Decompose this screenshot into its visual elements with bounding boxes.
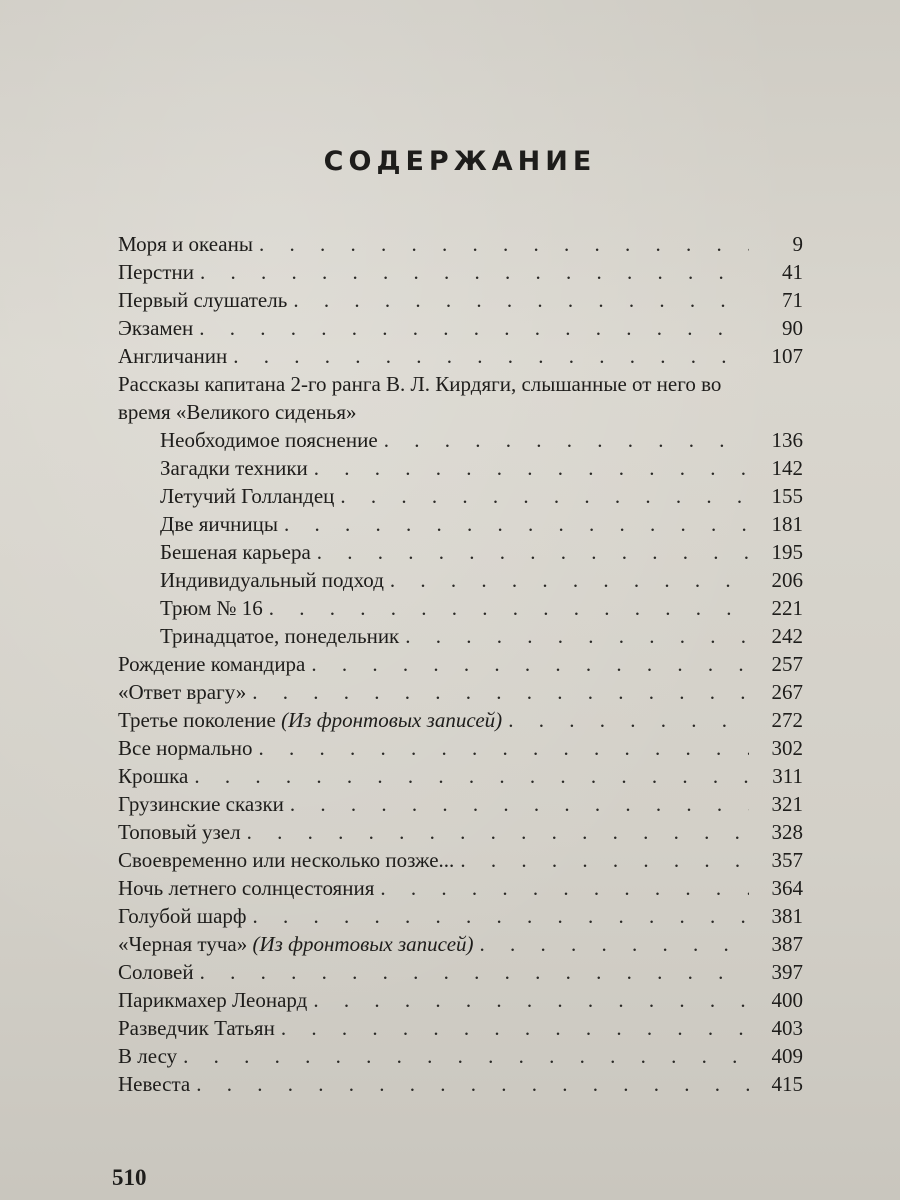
toc-entry: [118, 342, 803, 370]
toc-entry-title-text: Своевременно или несколько позже...: [118, 848, 455, 872]
toc-entry-title-text: Загадки техники: [160, 456, 308, 480]
toc-entry-page: 403: [771, 1016, 803, 1040]
toc-entry-title-text: Бешеная карьера: [160, 540, 311, 564]
toc-entry: [118, 986, 803, 1014]
toc-subentry: [118, 454, 803, 482]
toc-entry-page: 9: [792, 232, 803, 256]
dot-leader: [253, 902, 750, 930]
page-number: 510: [112, 1165, 147, 1190]
toc-entry-title: [160, 566, 384, 594]
toc-entry-title: [118, 1014, 275, 1042]
toc-entry-page: 142: [771, 456, 803, 480]
toc-subentry: [118, 426, 803, 454]
dot-leader: [183, 1042, 749, 1070]
dot-leader: [390, 566, 749, 594]
dot-leader: [317, 538, 749, 566]
toc-entry-page: 357: [771, 848, 803, 872]
dot-leader: [200, 258, 749, 286]
dot-leader: [269, 594, 749, 622]
dot-leader: [259, 734, 749, 762]
dot-leader: [313, 986, 749, 1014]
dot-leader: [194, 762, 749, 790]
toc-entry: [118, 818, 803, 846]
dot-leader: [259, 230, 749, 258]
toc-entry-title: [118, 734, 253, 762]
toc-entry-page: 364: [771, 876, 803, 900]
toc-entry-title: [118, 902, 247, 930]
toc-entry-title-text: Голубой шарф: [118, 904, 247, 928]
toc-entry-title: [118, 986, 307, 1014]
toc-entry-title: [160, 594, 263, 622]
toc-entry: [118, 258, 803, 286]
toc-entry-page: 107: [771, 344, 803, 368]
toc-entry-title-text: Первый слушатель: [118, 288, 288, 312]
page-title: СОДЕРЖАНИЕ: [323, 146, 597, 177]
toc-entry-page: 195: [771, 540, 803, 564]
toc-entry-title-text: «Черная туча»: [118, 932, 248, 956]
toc-entry-title-text: Летучий Голландец: [160, 484, 335, 508]
toc-entry-page: 155: [771, 484, 803, 508]
toc-entry-title: [160, 622, 399, 650]
dot-leader: [314, 454, 749, 482]
toc-entry-title-text: Все нормально: [118, 736, 253, 760]
toc-entry-title: [160, 426, 378, 454]
toc-entry-page: 206: [771, 568, 803, 592]
toc-entry-title: [118, 230, 253, 258]
dot-leader: [340, 482, 749, 510]
toc-entry-title-text: Третье поколение: [118, 708, 276, 732]
toc-entry-title-text: Перстни: [118, 260, 194, 284]
toc-subentry: [118, 566, 803, 594]
toc-entry-page: 328: [771, 820, 803, 844]
toc-entry: [118, 762, 803, 790]
toc-entry-page: 221: [771, 596, 803, 620]
toc-entry-page: 41: [782, 260, 803, 284]
toc-subentry: [118, 622, 803, 650]
toc-entry-title: [118, 1070, 190, 1098]
toc-entry-page: 302: [771, 736, 803, 760]
toc-entry: [118, 902, 803, 930]
toc-entry-title-text: Парикмахер Леонард: [118, 988, 308, 1012]
toc-entry-title-text: «Ответ врагу»: [118, 680, 247, 704]
dot-leader: [281, 1014, 749, 1042]
toc-entry-title: [118, 958, 194, 986]
toc-entry-page: 181: [771, 512, 803, 536]
toc-entry-title: [160, 538, 311, 566]
toc-entry-title-text: Крошка: [118, 764, 189, 788]
toc-entry-title-text: В лесу: [118, 1044, 178, 1068]
toc-entry-page: 400: [771, 988, 803, 1012]
toc-entry: [118, 286, 803, 314]
dot-leader: [233, 342, 749, 370]
toc-entry-page: 409: [771, 1044, 803, 1068]
toc-entry: [118, 314, 803, 342]
toc-entry-title-text: Рождение командира: [118, 652, 306, 676]
dot-leader: [508, 706, 749, 734]
dot-leader: [252, 678, 749, 706]
toc-entry-title: [118, 790, 284, 818]
toc-entry-page: 397: [771, 960, 803, 984]
toc-subentry: [118, 594, 803, 622]
toc-entry-title-text: Моря и океаны: [118, 232, 253, 256]
toc-entry-title: [160, 482, 334, 510]
toc-subentry: [118, 510, 803, 538]
toc-entry-title-text: Грузинские сказки: [118, 792, 284, 816]
toc-entry-page: 257: [771, 652, 803, 676]
toc-entry: [118, 1014, 803, 1042]
toc-entry-page: 381: [771, 904, 803, 928]
toc-entry-title: [118, 1042, 177, 1070]
toc-entry-page: 242: [771, 624, 803, 648]
toc-entry-title: [118, 818, 241, 846]
toc-entry: [118, 678, 803, 706]
dot-leader: [384, 426, 749, 454]
toc-subentry: [118, 482, 803, 510]
toc-entry-title: [118, 372, 721, 424]
toc-subentry: [118, 538, 803, 566]
toc-entry-title-text: Разведчик Татьян: [118, 1016, 275, 1040]
toc-entry: [118, 790, 803, 818]
toc-entry: [118, 930, 803, 958]
toc-entry-title-text: Рассказы капитана 2-го ранга В. Л. Кирдяги, слышанные от него во время «Великого сиденья»: [118, 372, 722, 424]
toc-entry-title-text: Трюм № 16: [160, 596, 263, 620]
dot-leader: [284, 510, 749, 538]
toc-entry-title: [118, 678, 246, 706]
toc-entry: [118, 230, 803, 258]
toc-entry: [118, 370, 803, 426]
toc-entry: [118, 1070, 803, 1098]
toc-entry-title-text: Две яичницы: [160, 512, 278, 536]
toc-entry-title-text: Индивидуальный подход: [160, 568, 384, 592]
toc-entry: [118, 958, 803, 986]
dot-leader: [200, 958, 749, 986]
toc-entry-title-text: Соловей: [118, 960, 194, 984]
toc-entry-title: [118, 874, 374, 902]
toc-entry-page: 415: [771, 1072, 803, 1096]
toc-entry: [118, 650, 803, 678]
dot-leader: [290, 790, 749, 818]
toc-entry: [118, 1042, 803, 1070]
toc-entry-title: [118, 930, 474, 958]
toc-entry-page: 321: [771, 792, 803, 816]
toc-entry-title: [160, 454, 308, 482]
toc-entry-title: [118, 342, 227, 370]
dot-leader: [405, 622, 749, 650]
toc-entry-title: [118, 762, 188, 790]
toc-entry: [118, 734, 803, 762]
toc-entry-page: 272: [771, 708, 803, 732]
toc-entry-title: [160, 510, 278, 538]
toc-entry-title-text: Необходимое пояснение: [160, 428, 378, 452]
dot-leader: [311, 650, 749, 678]
toc-entry-page: 267: [771, 680, 803, 704]
toc-entry-title: [118, 846, 454, 874]
toc-entry-title: [118, 258, 194, 286]
dot-leader: [460, 846, 749, 874]
toc-entry-title-text: Топовый узел: [118, 820, 241, 844]
toc-entry-title-text: Невеста: [118, 1072, 191, 1096]
toc-entry-page: 311: [772, 764, 803, 788]
dot-leader: [247, 818, 749, 846]
toc-entry: [118, 874, 803, 902]
dot-leader: [480, 930, 749, 958]
toc-entry-page: 90: [782, 316, 803, 340]
dot-leader: [293, 286, 749, 314]
toc-entry-title: [118, 286, 287, 314]
toc-entry-title: [118, 706, 502, 734]
toc-entry-note: (Из фронтовых записей): [281, 708, 503, 732]
dot-leader: [380, 874, 749, 902]
toc-entry: [118, 846, 803, 874]
dot-leader: [196, 1070, 749, 1098]
toc-entry-page: 71: [782, 288, 803, 312]
toc-entry-title-text: Ночь летнего солнцестояния: [118, 876, 375, 900]
toc-entry-title-text: Тринадцатое, понедельник: [160, 624, 400, 648]
toc-entry-title-text: Англичанин: [118, 344, 228, 368]
toc-entry-title-text: Экзамен: [118, 316, 194, 340]
toc-entry-page: 136: [771, 428, 803, 452]
toc-entry: [118, 706, 803, 734]
table-of-contents: [118, 230, 803, 1098]
dot-leader: [199, 314, 749, 342]
toc-entry-title: [118, 650, 305, 678]
toc-entry-note: (Из фронтовых записей): [252, 932, 474, 956]
toc-entry-page: 387: [771, 932, 803, 956]
toc-entry-title: [118, 314, 193, 342]
